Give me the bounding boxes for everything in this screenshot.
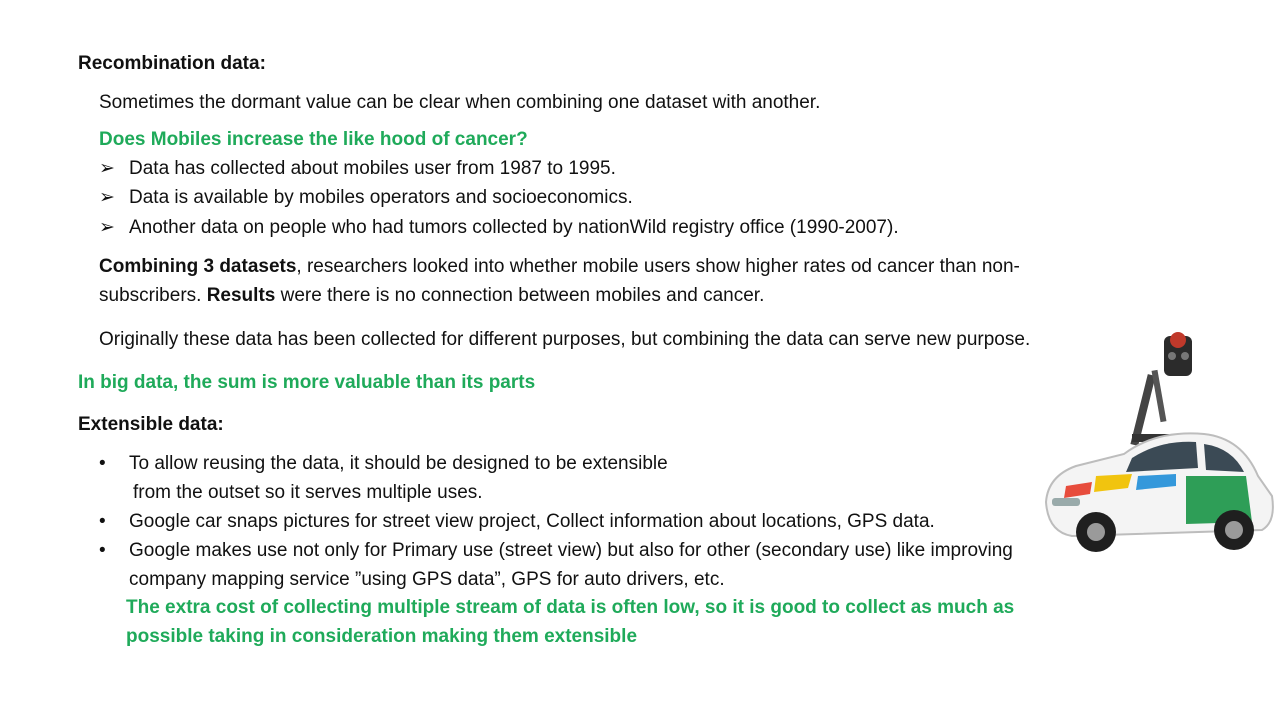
bullet-text: Data is available by mobiles operators and socioeconomics. xyxy=(129,187,633,208)
combining-paragraph-line1 xyxy=(99,256,1020,278)
originally-paragraph: Originally these data has been collected for different purposes, but combining the data can serve new purpose. xyxy=(99,329,1031,350)
extensible-heading: Extensible data: xyxy=(78,414,224,435)
recombination-bullet xyxy=(99,158,616,180)
extensible-bullet xyxy=(99,511,935,533)
extensible-bullet xyxy=(99,540,1013,562)
extensible-bullet xyxy=(99,453,668,475)
bullet-text: Google car snaps pictures for street view project, Collect information about locations, GPS data. xyxy=(129,511,935,532)
bullet-text: Data has collected about mobiles user from 1987 to 1995. xyxy=(129,158,616,179)
recombination-question: Does Mobiles increase the like hood of cancer? xyxy=(99,129,528,150)
dot-bullet-icon: • xyxy=(99,540,106,561)
combining-rest: , researchers looked into whether mobile users show higher rates od cancer than non- xyxy=(296,256,1020,277)
bullet-text: Another data on people who had tumors collected by nationWild registry office (1990-2007). xyxy=(129,217,899,238)
subscribers-text: subscribers. xyxy=(99,285,207,306)
dot-bullet-icon: • xyxy=(99,453,106,474)
combining-bold: Combining 3 datasets xyxy=(99,256,297,277)
bullet-text: Google makes use not only for Primary use (street view) but also for other (secondary use) like improving xyxy=(129,540,1013,561)
recombination-bullet xyxy=(99,217,899,239)
extensible-bullet-continuation: from the outset so it serves multiple uses. xyxy=(133,482,483,503)
results-rest: were there is no connection between mobiles and cancer. xyxy=(275,285,765,306)
extensible-bullet-continuation: company mapping service ”using GPS data”, GPS for auto drivers, etc. xyxy=(129,569,725,590)
arrow-bullet-icon: ➢ xyxy=(99,217,115,238)
recombination-intro: Sometimes the dormant value can be clear when combining one dataset with another. xyxy=(99,92,821,113)
recombination-bullet xyxy=(99,187,633,209)
recombination-heading: Recombination data: xyxy=(78,53,266,74)
google-street-view-car-icon xyxy=(1036,326,1280,558)
cost-statement-line1: The extra cost of collecting multiple stream of data is often low, so it is good to collect as much as xyxy=(126,597,1015,618)
sum-statement: In big data, the sum is more valuable than its parts xyxy=(78,372,536,393)
combining-paragraph-line2 xyxy=(99,285,764,307)
arrow-bullet-icon: ➢ xyxy=(99,158,115,179)
cost-statement-line2: possible taking in consideration making them extensible xyxy=(126,626,638,647)
dot-bullet-icon: • xyxy=(99,511,106,532)
bullet-text: To allow reusing the data, it should be designed to be extensible xyxy=(129,453,668,474)
arrow-bullet-icon: ➢ xyxy=(99,187,115,208)
results-bold: Results xyxy=(206,285,276,306)
